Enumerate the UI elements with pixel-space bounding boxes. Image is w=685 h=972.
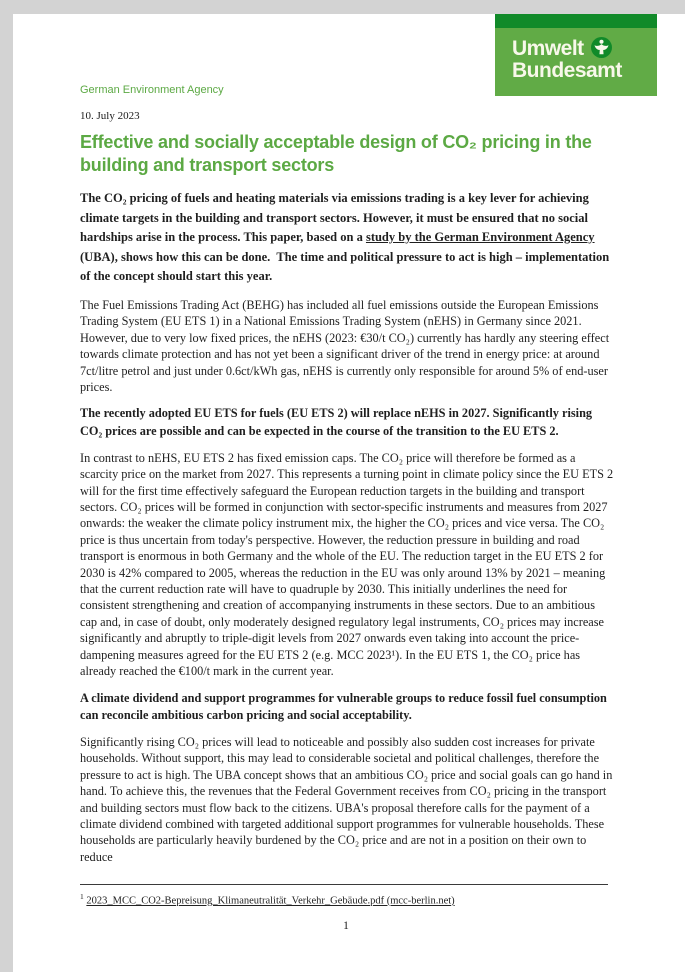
- agency-name: German Environment Agency: [80, 84, 224, 96]
- viewer-top-margin: [0, 0, 685, 14]
- paragraph-eu-ets2-bold: The recently adopted EU ETS for fuels (EU ETS 2) will replace nEHS in 2027. Significantly rising CO₂ prices are possible and can be expected in the course of the transition to the EU ETS 2.: [80, 406, 593, 438]
- publication-date: 10. July 2023: [80, 110, 140, 122]
- logo-line-2: [512, 60, 657, 82]
- lead-paragraph: [80, 189, 614, 287]
- paragraph-social-impact: Significantly rising CO₂ prices will lead to noticeable and possibly also sudden cost increases for private households. Without support, this may lead to considerable societal and political challenges, therefore the pressure to act is high. The UBA concept shows that an ambitious CO₂ price and social goals can go hand in hand. To achieve this, the revenues that the Federal Government receives from CO₂ pricing in the transport and building sectors must flow back to the citizens. UBA's proposal therefore calls for the payment of a climate dividend combined with targeted additional support programmes for vulnerable households. These households are particularly heavily burdened by the CO₂ price and are not in a position on their own to reduce: [80, 734, 613, 864]
- paragraph-ets2-detail: In contrast to nEHS, EU ETS 2 has fixed emission caps. The CO₂ price will therefore be formed as a scarcity price on the market from 2027. This represents a turning point in climate policy since the EU ETS 2 will for the first time effectively safeguard the European reduction targets in the building and transport sectors. CO₂ prices will be formed in conjunction with sector-specific instruments and measures from 2027 onwards: the weaker the climate policy instrument mix, the higher the CO₂ prices and vice versa. The CO₂ price is thus uncertain from today's perspective. However, the reduction pressure in building and road transport is enormous in both Germany and the whole of the EU. The reduction target in the EU ETS 2 for 2030 is 42% compared to 2005, whereas the reduction in the EU was only around 13% by 2021 – meaning that the current reduction rate will have to quadruple by 2030. This initially underlines the need for consistent strengthening and creation of accompanying instruments in these sectors. Due to an ambitious cap and, in case of doubt, only moderately designed regulatory legal instruments, CO₂ prices may increase significantly and abruptly to triple-digit levels from 2027 onwards even taking into account the price-dampening measures agreed for the EU ETS 2 (e.g. MCC 2023¹). In the EU ETS 1, the CO₂ price has already reached the €100/t mark in the current year.: [80, 450, 614, 679]
- footnote-1: [80, 890, 610, 908]
- study-link[interactable]: study by the German Environment Agency: [365, 230, 595, 245]
- logo-line-1: [512, 37, 657, 60]
- paragraph-climate-dividend-bold: A climate dividend and support programmes for vulnerable groups to reduce fossil fuel consumption can reconcile ambitious carbon pricing and social acceptability.: [80, 690, 607, 722]
- footnote-link[interactable]: 2023_MCC_CO2-Bepreisung_Klimaneutralität_Verkehr_Gebäude.pdf (mcc-berlin.net): [86, 895, 455, 907]
- footnote-divider: [80, 884, 608, 885]
- lead-text-pre: The CO₂ pricing of fuels and heating materials via emissions trading is a key lever for achieving climate targets in the building and transport sectors. However, it must be ensured that no social hardships arise in the process. This paper, based on a: [80, 191, 589, 245]
- paragraph-behg: The Fuel Emissions Trading Act (BEHG) has included all fuel emissions outside the European Emissions Trading System (EU ETS 1) in a National Emissions Trading System (nEHS) in Germany since 2021. However, due to very low fixed prices, the nEHS (2023: €30/t CO₂) currently has hardly any steering effect towards climate protection and has not yet been a significant driver of the trend in energy price: at around 7ct/litre petrol and just under 0.6ct/kWh gas, nEHS is currently only responsible for around 5% of end-user prices.: [80, 297, 610, 394]
- logo-text-umwelt: Umwelt: [512, 37, 584, 60]
- footnote-area: [80, 884, 610, 908]
- article-title: Effective and socially acceptable design of CO₂ pricing in the building and transport sectors: [80, 132, 592, 175]
- page-number: 1: [343, 920, 349, 932]
- logo-dark-bar: [495, 14, 657, 28]
- footnote-marker: 1: [80, 892, 84, 901]
- lead-text-post: (UBA), shows how this can be done. The time and political pressure to act is high – implementation of the concept should start this year.: [80, 249, 610, 284]
- logo-text-bundesamt: Bundesamt: [512, 59, 622, 82]
- article-content: [80, 84, 614, 875]
- viewer-left-margin: [0, 0, 13, 972]
- uba-person-tree-icon: [591, 37, 612, 58]
